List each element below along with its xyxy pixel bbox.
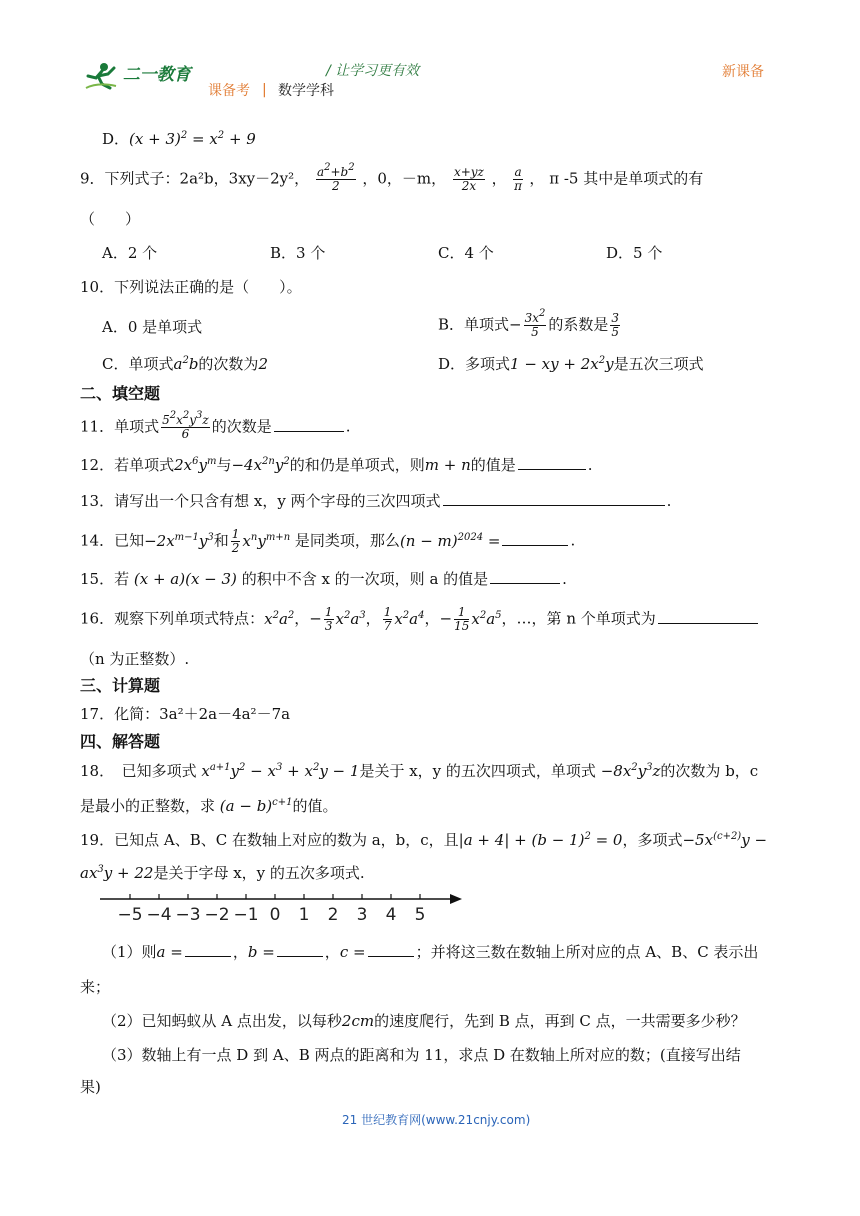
arrow-right-icon [450,894,462,904]
question-9: 9．下列式子：2a²b，3xy－2y²， $\frac{a^2+b^2}{2}$ ，0，－m， $\frac{x+yz}{2x}$ ， $\frac{a}{\pi}$ ， π -5 其中是单项式的有 [80,162,704,194]
number-line-label: −5 [117,905,143,925]
section-calculation: 三、计算题 [80,676,161,695]
section-fill-in: 二、填空题 [80,384,161,403]
q10-option-b: B．单项式− $\frac{3x^2}{5}$ 的系数是 $\frac{3}{5}$ [438,308,620,340]
number-line-label: 3 [356,905,368,925]
header-subject: 数学学科 [278,83,334,99]
q9-option-b: B．3 个 [270,244,326,262]
header-tag-left: 课备考 [208,83,250,99]
q9-paren: （ ） [80,210,141,228]
question-13: 13．请写出一个只含有想 x，y 两个字母的三次四项式 . [80,492,672,510]
q19-sub1-line2: 来； [80,978,111,996]
fraction: $\frac{3}{5}$ [611,311,620,340]
q19-sub1: （1）则a = ，b = ，c = ；并将这三数在数轴上所对应的点 A、B、C 表示出 [102,943,759,961]
q8-option-d: D．$(x + 3)^2 = x^2 + 9$ [102,130,256,148]
fraction: $\frac{5^2x^2y^3z}{6}$ [162,410,209,442]
fraction: $\frac{x+yz}{2x}$ [453,165,484,194]
q10-option-d: D．多项式1 − xy + $2x^2y$是五次三项式 [438,355,704,373]
question-18-line2: 是最小的正整数，求 $(a - b)^{c+1}$的值。 [80,797,338,815]
fraction: $\frac{a^2+b^2}{2}$ [316,162,355,194]
q9-option-c: C．4 个 [438,244,494,262]
number-line-label: 5 [414,905,426,925]
fraction: $\frac{a}{\pi}$ [514,165,522,194]
question-12: 12．若单项式$2x^6y^m$与$-4x^{2n}y^2$的和仍是单项式，则m + n的值是 . [80,456,593,474]
number-line-label: −1 [233,905,259,925]
runner-icon [84,62,118,90]
number-line-label: −4 [146,905,172,925]
section-answer: 四、解答题 [80,732,161,751]
fraction: $\frac{3x^2}{5}$ [524,308,546,340]
question-19: 19．已知点 A、B、C 在数轴上对应的数为 a，b，c，且$|a + 4| + (b - 1)^2 = 0$，多项式$-5x^{(c+2)}y$ − [80,831,768,849]
header-divider: | [262,82,267,98]
number-line-label: 0 [269,905,281,925]
logo-text: 二一教育 [122,65,191,85]
q10-option-a: A．0 是单项式 [102,318,203,336]
question-10: 10．下列说法正确的是（ ）。 [80,278,302,296]
q19-sub2: （2）已知蚂蚁从 A 点出发，以每秒2cm的速度爬行，先到 B 点，再到 C 点，一共需要多少秒？ [102,1012,746,1030]
number-line-label: −2 [204,905,230,925]
q10-option-c: C．单项式$a^2b$的次数为2 [102,355,268,373]
q19-sub3-line2: 果) [80,1078,101,1096]
q16-tail: （n 为正整数）. [80,650,190,668]
q19-sub3: （3）数轴上有一点 D 到 A、B 两点的距离和为 11，求点 D 在数轴上所对应的数；(直接写出结 [102,1046,741,1064]
header-tag-right: 新课备 [722,64,764,80]
number-line-label: 4 [385,905,397,925]
question-14: 14．已知$-2x^{m-1}y^3$和 $\frac{1}{2}$ $x^ny^{m+n}$ 是同类项，那么$(n - m)^{2024}$ = . [80,527,576,556]
number-line-label: 2 [327,905,339,925]
q9-option-a: A．2 个 [102,244,158,262]
question-17: 17．化简：3a²＋2a－4a²－7a [80,705,291,723]
fraction: $\frac{1}{2}$ [231,527,240,556]
footer: 21 世纪教育网(www.21cnjy.com) [342,1113,531,1127]
question-19-line2: $ax^3y + 22$是关于字母 x，y 的五次多项式. [80,864,365,882]
q9-option-d: D．5 个 [606,244,663,262]
number-line-label: 1 [298,905,310,925]
number-line-label: −3 [175,905,201,925]
logo [84,62,191,90]
slogan: / 让学习更有效 [326,63,420,79]
question-15: 15．若 (x + a)(x − 3) 的积中不含 x 的一次项，则 a 的值是 . [80,570,567,588]
question-11: 11．单项式 $\frac{5^2x^2y^3z}{6}$ 的次数是 . [80,410,351,442]
question-16: 16．观察下列单项式特点：$x^2a^2$，− $\frac{1}{3}$ $x^2a^3$， $\frac{1}{7}$ $x^2a^4$，− $\frac{1}{15}$ $x^2a^5$，…，第 n 个单项式为 [80,606,760,633]
question-18: 18． 已知多项式 $x^{a+1}y^2 - x^3 + x^2y - 1$是关于 x，y 的五次四项式，单项式 $-8x^2y^3z$的次数为 b，c [80,762,759,780]
number-line [100,892,470,926]
